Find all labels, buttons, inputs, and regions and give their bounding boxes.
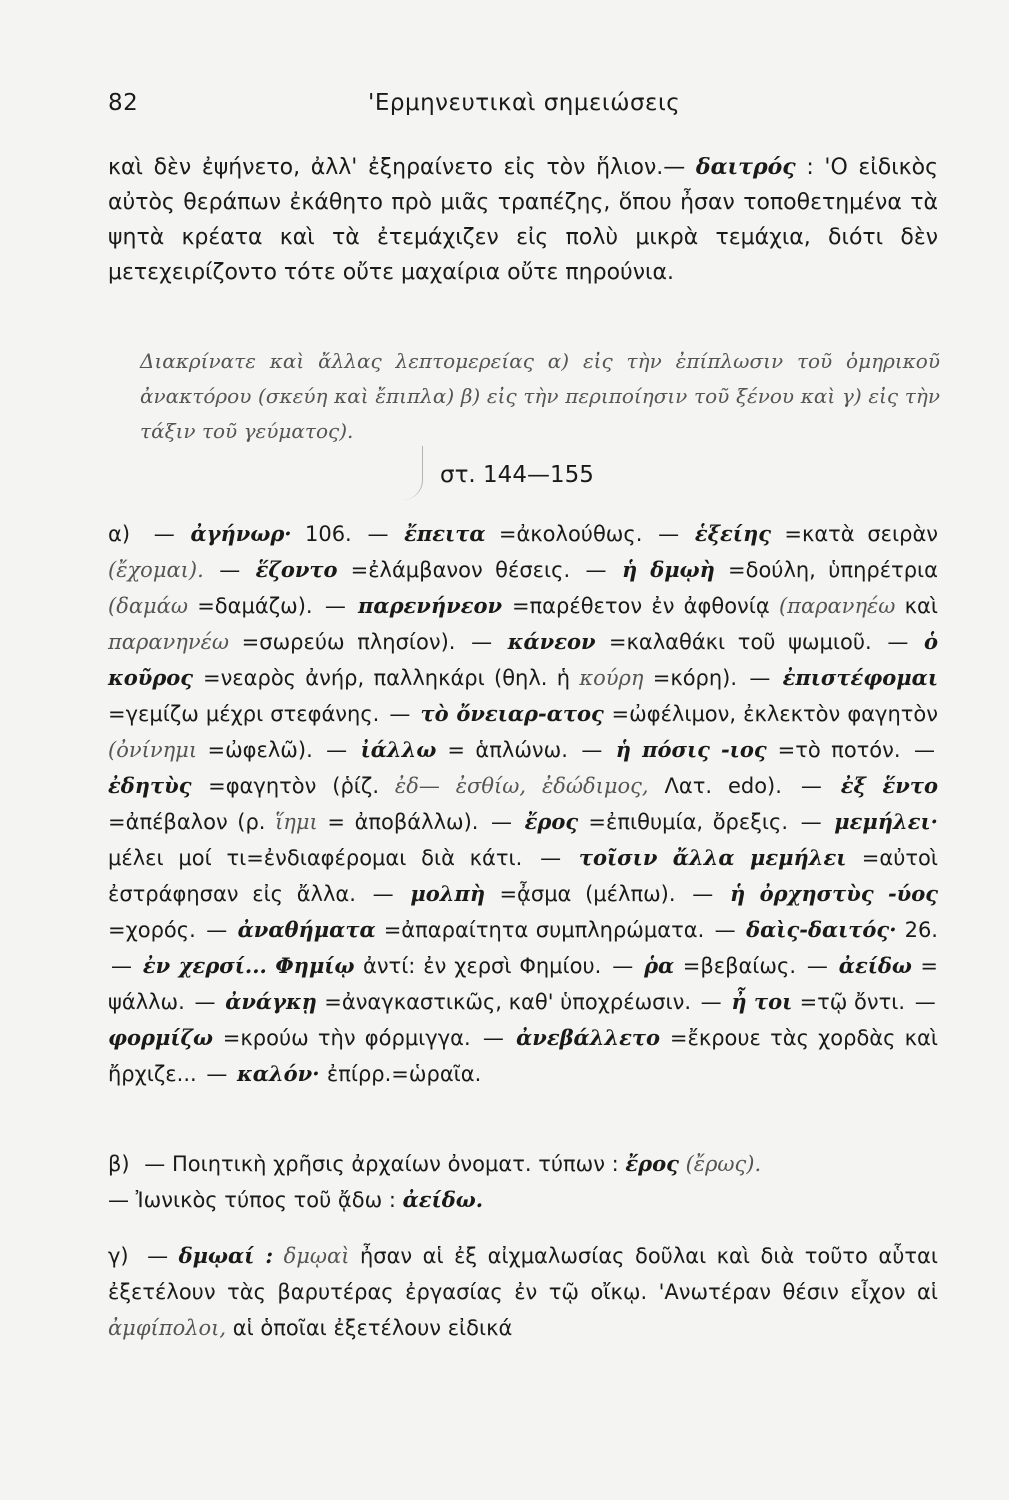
gloss-dash: — [700,990,729,1014]
gloss-lemma: μολπὴ [410,881,500,906]
gloss-dash: — [914,990,936,1014]
running-title: 'Ερμηνευτικαὶ σημειώσεις [368,90,681,116]
gloss-definition: Λατ. edo). [664,774,798,798]
gloss-lemma: φορμίζω [108,1025,223,1050]
gloss-definition: καὶ [904,594,938,618]
gloss-c-italic-1: δμῳαὶ [283,1244,350,1268]
gloss-c-label: γ) [108,1244,129,1268]
gloss-dash: — [540,846,576,870]
gloss-definition: =τῷ ὄντι. [799,990,912,1014]
gloss-definition: =χορός. [108,918,204,942]
gloss-lemma: ἀναθήματα [237,917,384,942]
gloss-b-text-1: — Ποιητικὴ χρῆσις ἀρχαίων ὀνοματ. τύπων : [144,1152,619,1176]
intro-text-1: καὶ δὲν ἐψήνετο, ἀλλ' ἐξηραίνετο εἰς τὸν ἥλιον.— [108,155,686,180]
gloss-definition: 26. [904,918,938,942]
gloss-definition: μέλει μοί τι=ἐνδιαφέρομαι διὰ κάτι. [108,846,538,870]
gloss-definition: =φαγητὸν (ῥίζ. [208,774,395,798]
gloss-definition: =ἔκρουε τὰς χορδὰς καὶ ἤρχιζε... [108,1026,939,1086]
gloss-lemma: τὸ ὄνειαρ-ατος [420,701,612,726]
exercise-note [140,344,940,449]
gloss-lemma: ἐπιστέφομαι [782,665,938,690]
gloss-definition: =ἀκολούθως. [498,522,656,546]
gloss-lemma: ὁ κοῦρος [108,629,938,690]
gloss-dash: — [219,558,253,582]
gloss-etymology: παρανηνέω [108,630,242,654]
gloss-dash: — [800,810,832,834]
gloss-lemma: ἰάλλω [360,737,448,762]
gloss-definition: =ὠφέλιμον, ἐκλεκτὸν φαγητὸν [611,702,938,726]
gloss-lemma: ἦ τοι [731,989,800,1014]
gloss-dash: — [153,522,188,546]
pencil-mark [392,446,423,500]
gloss-definition: =καλαθάκι τοῦ ψωμιοῦ. [608,630,885,654]
gloss-lemma: ἔπειτα [404,521,499,546]
gloss-lemma: ἡ πόσις -ιος [615,737,778,762]
gloss-definition: =ὠφελῶ). [207,738,324,762]
intro-text-2: : 'Ο εἰδικὸς αὐτὸς θεράπων ἐκάθητο πρὸ μιᾶς τραπέζης, ὅπου ἦσαν τοποθετημένα τὰ ψητὰ κρέατα καὶ τὰ ἐτεμάχιζεν εἰς πολὺ μικρὰ τεμάχια, διότι δὲν μετεχειρίζοντο τότε οὔτε μαχαίρια οὔτε πηρούνια. [108,155,938,285]
gloss-dash: — [581,738,613,762]
gloss-dash: — [800,774,838,798]
gloss-dash: — [206,1062,235,1086]
gloss-lemma: κάνεον [507,629,609,654]
gloss-lemma: ἀγήνωρ· [190,521,305,546]
gloss-definition: = ἁπλώνω. [447,738,579,762]
gloss-definition: =κρούω τὴν φόρμιγγα. [222,1026,480,1050]
gloss-dash: — [206,918,235,942]
section-title-text: στ. 144—155 [440,462,594,488]
gloss-dash: — [913,738,935,762]
gloss-dash: — [111,954,140,978]
gloss-c-lemma: δμῳαί : [178,1243,274,1268]
gloss-dash: — [324,594,356,618]
gloss-lemma: ἀνεβάλλετο [516,1025,670,1050]
gloss-definition: =ἀναγκαστικῶς, καθ' ὑποχρέωσιν. [324,990,698,1014]
gloss-lemma: ἐν χερσί... Φημίῳ [142,953,363,978]
gloss-definition: =σωρεύω πλησίον). [241,630,469,654]
gloss-definition: =κόρη). [652,666,747,690]
gloss-dash: — [389,702,418,726]
gloss-definition: =ᾆσμα (μέλπω). [499,882,690,906]
gloss-definition: =ἀπαραίτητα συμπληρώματα. [383,918,712,942]
gloss-definition: =δαμάζω). [197,594,322,618]
gloss-etymology: (δαμάω [108,594,198,618]
gloss-etymology: κούρη [579,666,653,690]
gloss-dash: — [585,558,619,582]
gloss-lemma: μεμήλει· [834,809,938,834]
gloss-lemma: ἡ ὀρχηστὺς -ύος [729,881,939,906]
gloss-etymology: (ἔχομαι). [108,558,217,582]
gloss-dash: — [491,810,522,834]
gloss-definition: =γεμίζω μέχρι στεφάνης. [108,702,387,726]
gloss-dash: — [887,630,921,654]
gloss-b-label: β) [108,1152,130,1176]
gloss-definition: 106. [304,522,365,546]
gloss-a [108,516,938,1092]
gloss-lemma: ἡ δμῳὴ [621,557,728,582]
gloss-dash: — [471,630,505,654]
gloss-etymology: ἵημι [275,810,328,834]
gloss-etymology: (ὀνίνημι [108,738,208,762]
gloss-definition: =παρέθετον ἐν ἀφθονίᾳ [511,594,779,618]
gloss-etymology: ἐδ— ἐσθίω, ἐδώδιμος, [394,774,665,798]
gloss-b [108,1146,938,1218]
gloss-lemma: ἐξ ἕντο [840,773,939,798]
gloss-dash: — [194,990,223,1014]
gloss-lemma: παρενήνεον [358,593,512,618]
gloss-lemma: ἐδητὺς [108,773,209,798]
gloss-dash: — [482,1026,514,1050]
gloss-etymology: (παρανηέω [778,594,905,618]
gloss-b-lemma-1: ἔρος [625,1151,679,1176]
gloss-c-text-3: αἱ ὁποῖαι ἐξετέλουν εἰδικά [232,1316,513,1340]
gloss-lemma: ἀνάγκῃ [225,989,325,1014]
gloss-dash: — [367,522,402,546]
gloss-b-text-3: — Ἰωνικὸς τύπος τοῦ ᾄδω : [108,1188,396,1212]
exercise-text: Διακρίνατε καὶ ἄλλας λεπτομερείας α) εἰς τὴν ἐπίπλωσιν τοῦ ὁμηρικοῦ ἀνακτόρου (σκεύη καὶ ἔπιπλα) β) εἰς τὴν περιποίησιν τοῦ ξένου καὶ γ) εἰς τὴν τάξιν τοῦ γεύματος). [140,349,940,443]
gloss-c-italic-2: ἀμφίπολοι, [108,1316,227,1340]
section-title [440,462,594,488]
gloss-definition: =ἐπιθυμία, ὄρεξις. [588,810,798,834]
page-number: 82 [108,90,139,116]
gloss-lemma: ἕζοντο [255,557,351,582]
gloss-dash: — [806,954,836,978]
gloss-c-text-2: ἦσαν αἱ ἐξ αἰχμαλωσίας δοῦλαι καὶ διὰ τοῦτο αὗται ἐξετέλουν τὰς βαρυτέρας ἐργασίας ἐν τῷ οἴκῳ. 'Ανωτέραν θέσιν εἶχον αἱ [108,1244,938,1304]
gloss-lemma: ἑξείης [694,521,785,546]
gloss-lemma: ἀείδω [838,953,921,978]
gloss-a-label: α) [108,522,131,546]
gloss-definition: ἀντί: ἐν χερσὶ Φημίου. [362,954,610,978]
gloss-b-text-2: (ἔρως). [685,1152,762,1176]
gloss-lemma: ῥα [644,953,683,978]
gloss-dash: — [749,666,780,690]
gloss-definition: =τὸ ποτόν. [777,738,911,762]
gloss-definition: ἐπίρρ.=ὡραῖα. [326,1062,482,1086]
gloss-dash: — [326,738,358,762]
gloss-dash: — [714,918,744,942]
gloss-definition: =ἐλάμβανον θέσεις. [350,558,583,582]
gloss-definition: = ψάλλω. [108,954,938,1014]
gloss-lemma: δαὶς-δαιτός· [746,917,905,942]
gloss-definition: =κατὰ σειρὰν [784,522,939,546]
gloss-definition: =βεβαίως. [682,954,804,978]
gloss-definition: =νεαρὸς ἀνήρ, παλληκάρι (θηλ. ἡ [202,666,580,690]
intro-lemma: δαιτρός [695,154,796,180]
gloss-a-text [108,516,938,1092]
gloss-c-text-1: — [147,1244,169,1268]
gloss-dash: — [658,522,692,546]
gloss-dash: — [692,882,727,906]
intro-paragraph [108,150,938,290]
gloss-definition: =δούλη, ὑπηρέτρια [728,558,938,582]
gloss-dash: — [372,882,408,906]
gloss-lemma: τοῖσιν ἄλλα μεμήλει [578,845,862,870]
gloss-lemma: ἔρος [524,809,589,834]
gloss-lemma: καλόν· [237,1061,327,1086]
gloss-definition: =αὐτοὶ ἐστράφησαν εἰς ἄλλα. [108,846,938,906]
gloss-definition: =ἀπέβαλον (ρ. [108,810,276,834]
gloss-dash: — [612,954,642,978]
gloss-definition: = ἀποβάλλω). [327,810,489,834]
gloss-b-lemma-2: ἀείδω. [402,1187,484,1212]
gloss-c [108,1238,938,1346]
